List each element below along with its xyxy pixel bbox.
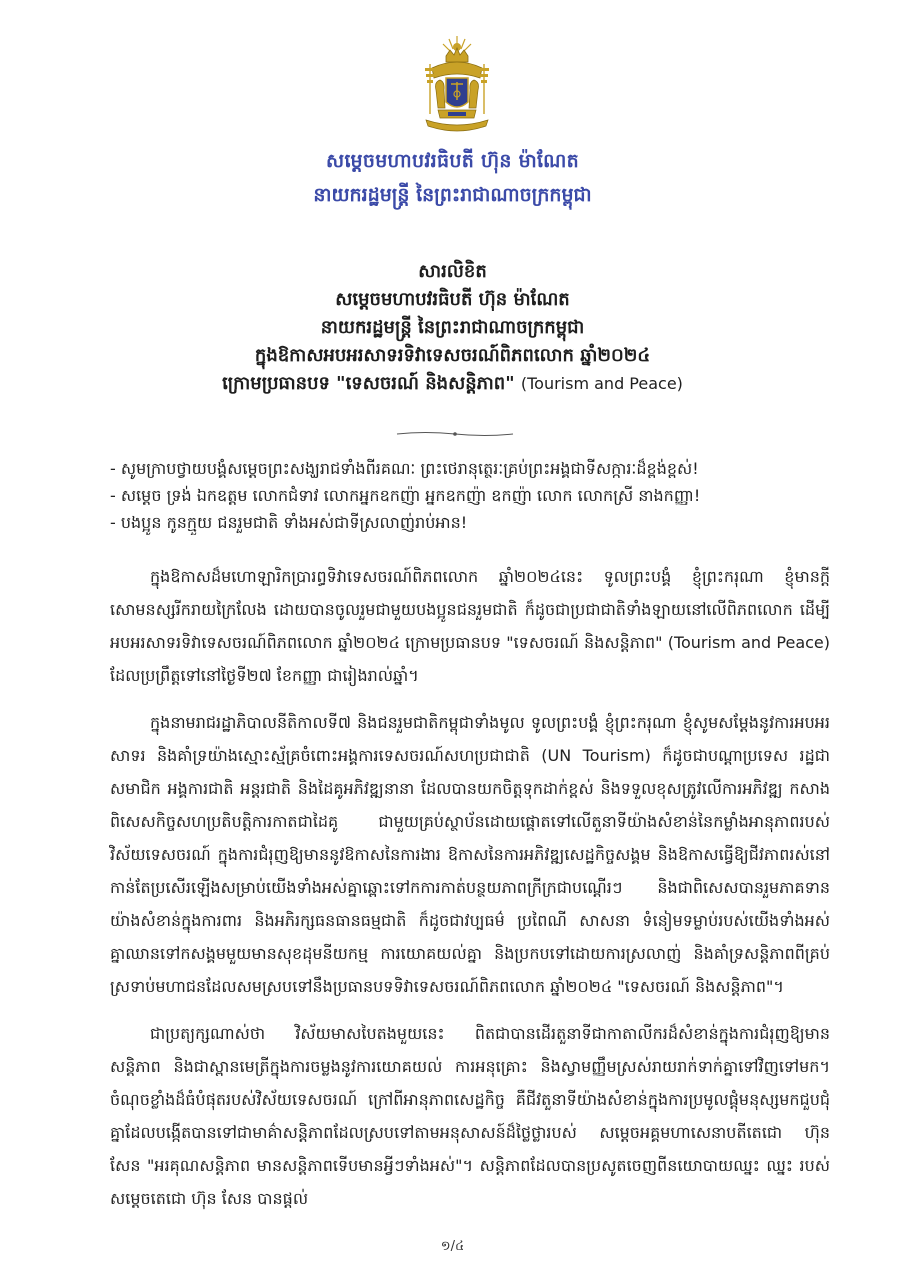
title-line-5 <box>0 370 905 398</box>
page-number: ១/៤ <box>440 1239 465 1254</box>
title-theme-khmer: ក្រោមប្រធានបទ "ទេសចរណ៍ និងសន្តិភាព" <box>222 373 515 394</box>
document-title <box>0 258 905 398</box>
title-theme-latin: (Tourism and Peace) <box>520 374 683 393</box>
header-position: នាយករដ្ឋមន្ត្រី នៃព្រះរាជាណាចក្រកម្ពុជា <box>313 184 592 206</box>
paragraph: ក្នុងនាមរាជរដ្ឋាភិបាលនីតិកាលទី៧ និងជនរួមជាតិកម្ពុជាទាំងមូល ទូលព្រះបង្គំ ខ្ញុំព្រះករុណា ខ្ញុំសូមសម្តែងនូវការអបអរសាទរ និងគាំទ្រយ៉ាងស្មោះស្ម័គ្រចំពោះអង្គការទេសចរណ៍សហប្រជាជាតិ (UN Tourism) ក៏ដូចជាបណ្តាប្រទេស រដ្ឋជាសមាជិក អង្គការជាតិ អន្តរជាតិ និងដៃគូអភិវឌ្ឍនានា ដែលបានយកចិត្តទុកដាក់ខ្ពស់ និងទទួលខុសត្រូវលើការអភិវឌ្ឍ កសាង ពិសេសកិច្ចសហប្រតិបត្តិការកាតជាដៃគូ ជាមួយគ្រប់ស្ថាប័នដោយផ្តោតទៅលើតួនាទីយ៉ាងសំខាន់នៃកម្លាំងអានុភាពរបស់វិស័យទេសចរណ៍ ក្នុងការជំរុញឱ្យមាននូវឱកាសនៃការងារ ឱកាសនៃការអភិវឌ្ឍសេដ្ឋកិច្ចសង្គម និងឱកាសធ្វើឱ្យជីវភាពរស់នៅកាន់តែប្រសើរឡើងសម្រាប់យើងទាំងអស់គ្នាឆ្ពោះទៅកការកាត់បន្ថយភាពក្រីក្រជាបណ្តើរៗ និងជាពិសេសបានរួមភាគទានយ៉ាងសំខាន់ក្នុងការពារ និងអភិរក្សធនធានធម្មជាតិ ក៏ដូចជាវប្បធម៌ ប្រពៃណី សាសនា ទំនៀមទម្លាប់របស់យើងទាំងអស់គ្នាឈានទៅកសង្គមមួយមានសុខដុមនីយកម្ម ការយោគយល់គ្នា និងប្រកបទៅដោយការស្រលាញ់ និងគាំទ្រសន្តិភាពពីគ្រប់ស្រទាប់មហាជនដែលសមស្របទៅនឹងប្រធានបទទិវាទេសចរណ៍ពិភពលោក ឆ្នាំ២០២៤ "ទេសចរណ៍ និងសន្តិភាព"។ <box>110 713 830 996</box>
title-line-1: សារលិខិត <box>418 261 487 282</box>
royal-emblem-icon <box>418 34 496 138</box>
letter-body <box>110 560 830 1229</box>
paragraph: ក្នុងឱកាសដ៏មហោឡារិកប្រារព្ធទិវាទេសចរណ៍ពិភពលោក ឆ្នាំ២០២៤នេះ ទូលព្រះបង្គំ ខ្ញុំព្រះករុណា ខ្ញុំមានក្តីសោមនស្សរីករាយក្រៃលែង ដោយបានចូលរួមជាមួយបងប្អូនជនរួមជាតិ ក៏ដូចជាប្រជាជាតិទាំងឡាយនៅលើពិភពលោក ដើម្បីអបអរសាទរទិវាទេសចរណ៍ពិភពលោក ឆ្នាំ២០២៤ ក្រោមប្រធានបទ "ទេសចរណ៍ និងសន្តិភាព" (Tourism and Peace) ដែលប្រព្រឹត្តទៅនៅថ្ងៃទី២៧ ខែកញ្ញា ជារៀងរាល់ឆ្នាំ។ <box>110 567 831 685</box>
greeting-line: - សម្តេច ទ្រង់ ឯកឧត្តម លោកជំទាវ លោកអ្នកឧកញ៉ា អ្នកឧកញ៉ា ឧកញ៉ា លោក លោកស្រី នាងកញ្ញា! <box>110 486 701 505</box>
title-line-3: នាយករដ្ឋមន្ត្រី នៃព្រះរាជាណាចក្រកម្ពុជា <box>320 317 585 338</box>
title-line-2: សម្តេចមហាបវរធិបតី ហ៊ុន ម៉ាណែត <box>335 289 570 310</box>
header-name: សម្តេចមហាបវរធិបតី ហ៊ុន ម៉ាណែត <box>326 150 579 172</box>
office-header <box>0 148 905 208</box>
greeting-line: - សូមក្រាបថ្វាយបង្គំសម្តេចព្រះសង្ឃរាជទាំងពីរគណៈ ព្រះថេរានុត្ថេរៈគ្រប់ព្រះអង្គជាទីសក្ការៈដ៏ខ្ពង់ខ្ពស់! <box>110 459 699 478</box>
ornamental-divider <box>395 430 515 438</box>
greeting-line: - បងប្អូន កូនក្មួយ ជនរួមជាតិ ទាំងអស់ជាទីស្រលាញ់រាប់អាន! <box>110 513 468 532</box>
paragraph: ជាប្រត្យក្សណាស់ថា វិស័យមាសបៃតងមួយនេះ ពិតជាបានដើរតួនាទីជាកាតាលីករដ៏សំខាន់ក្នុងការជំរុញឱ្យមានសន្តិភាព និងជាស្ពានមេត្រីក្នុងការចម្លងនូវការយោគយល់ ការអនុគ្រោះ និងស្វាមញ្ញឹមស្រស់រាយរាក់ទាក់គ្នាទៅវិញទៅមក។ ចំណុចខ្លាំងដ៏ធំបំផុតរបស់វិស័យទេសចរណ៍ ក្រៅពីអានុភាពសេដ្ឋកិច្ច គឺជីវតួនាទីយ៉ាងសំខាន់ក្នុងការប្រមូលផ្តុំមនុស្សមកជួបជុំគ្នាដែលបង្កើតបានទៅជាមាគ៌ាសន្តិភាពដែលស្របទៅតាមអនុសាសន៍ដ៏ថ្លៃថ្លារបស់ សម្តេចអគ្គមហាសេនាបតីតេជោ ហ៊ុន សែន "អរគុណសន្តិភាព មានសន្តិភាពទើបមានអ្វីៗទាំងអស់"។ សន្តិភាពដែលបានប្រសូតចេញពីនយោបាយឈ្នះ ឈ្នះ របស់សម្តេចតេជោ ហ៊ុន សែន បានផ្តល់ <box>110 1024 830 1208</box>
greetings-list <box>110 455 830 536</box>
title-line-4: ក្នុងឱកាសអបអរសាទរទិវាទេសចរណ៍ពិភពលោក ឆ្នាំ២០២៤ <box>254 345 651 366</box>
